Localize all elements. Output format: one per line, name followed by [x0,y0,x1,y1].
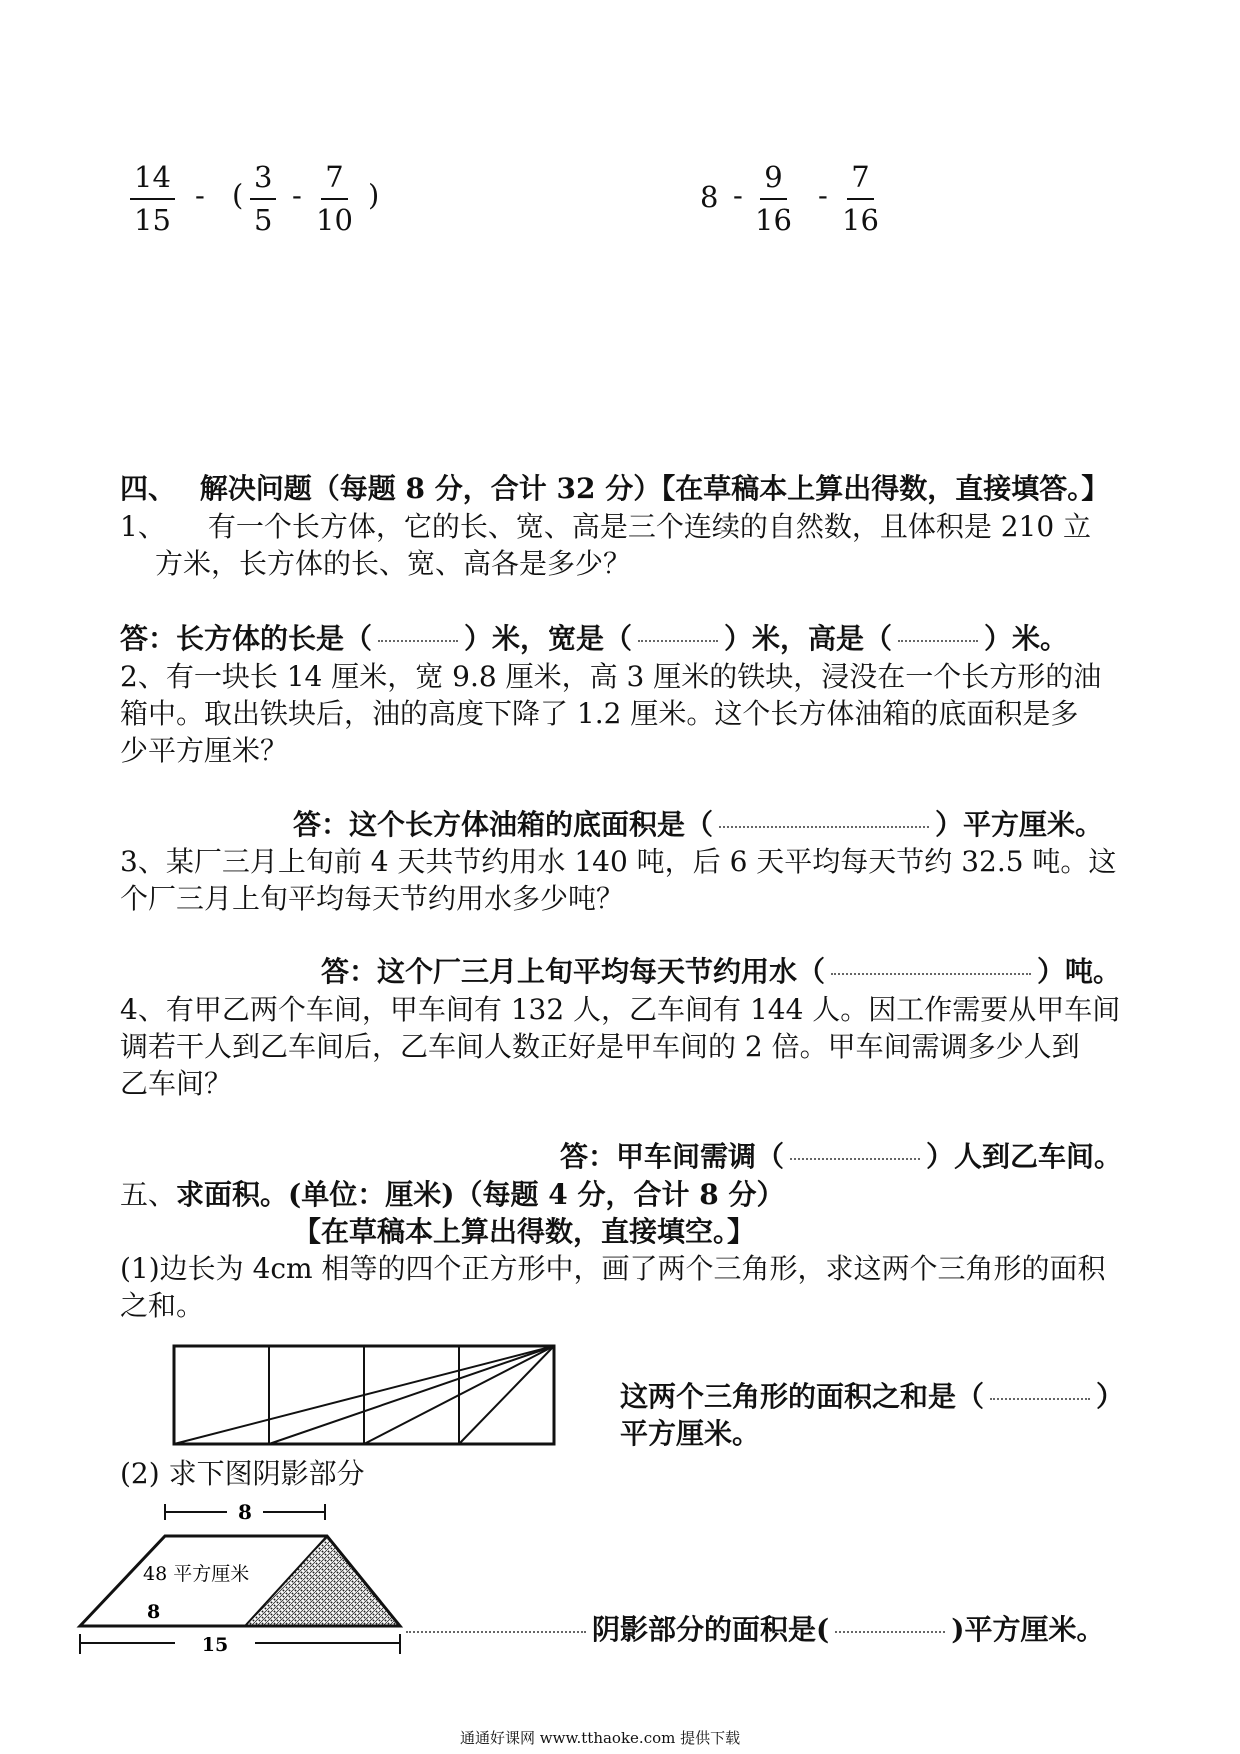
q4-line-1: 4、有甲乙两个车间，甲车间有 132 人，乙车间有 144 人。因工作需要从甲车间 [120,993,1121,1026]
denominator: 10 [316,203,353,237]
p1-answer-close: ） [1096,1380,1125,1413]
p2-answer-blank[interactable] [835,1630,945,1633]
q2-answer [293,803,1103,843]
numerator: 14 [130,163,175,200]
fraction-7-16 [842,160,879,237]
q2-line-1: 2、有一块长 14 厘米，宽 9.8 厘米，高 3 厘米的铁块，浸没在一个长方形的油 [120,660,1102,693]
section-4-title: 四、 解决问题（每题 8 分，合计 32 分）【在草稿本上算出得数，直接填答。】 [120,472,1110,505]
fraction-9-16 [755,160,792,237]
q3-answer-blank[interactable] [831,972,1031,975]
integer-8: 8 [700,180,719,214]
q1-answer [120,617,1068,657]
q1-length-blank[interactable] [378,639,458,642]
q1-answer-suffix: ）米。 [984,622,1069,655]
area-label: 48 平方厘米 [143,1563,250,1585]
triangle-edge [269,1346,554,1444]
p1-line-1: (1)边长为 4cm 相等的四个正方形中，画了两个三角形，求这两个三角形的面积 [120,1252,1106,1285]
fraction-3-5 [250,160,276,237]
q1-width-blank[interactable] [638,639,718,642]
q1-line-1: 1、 有一个长方体，它的长、宽、高是三个连续的自然数，且体积是 210 立 [120,510,1092,543]
q4-line-2: 调若干人到乙车间后，乙车间人数正好是甲车间的 2 倍。甲车间需调多少人到 [120,1030,1080,1063]
q3-line-2: 个厂三月上旬平均每天节约用水多少吨？ [120,882,625,915]
numerator: 9 [760,163,786,200]
section-5-title [120,1173,784,1213]
section-5-number: 五、 [120,1178,177,1211]
section-5-heading: 求面积。(单位：厘米)（每题 4 分，合计 8 分） [176,1178,785,1211]
denominator: 5 [254,203,273,237]
q3-answer [321,950,1121,990]
base-length-label: 15 [201,1634,229,1656]
q4-answer-blank[interactable] [790,1157,920,1160]
numerator: 7 [321,163,347,200]
p2-answer [400,1608,1105,1648]
q2-answer-suffix: ）平方厘米。 [935,808,1104,841]
p1-answer-prefix: 这两个三角形的面积之和是（ [620,1380,985,1413]
p2-answer-suffix: )平方厘米。 [951,1613,1105,1646]
minus-sign: - [195,178,205,212]
denominator: 16 [755,203,792,237]
numerator: 3 [250,163,276,200]
fraction-7-10 [316,160,353,237]
q3-answer-prefix: 答：这个厂三月上旬平均每天节约用水（ [321,955,826,988]
p1-answer-unit: 平方厘米。 [620,1417,761,1450]
q4-answer-prefix: 答：甲车间需调（ [560,1140,785,1173]
q1-answer-height-label: ）米，高是（ [724,622,893,655]
left-paren: ( [232,178,244,212]
p1-answer [620,1375,1124,1415]
leader-dots [406,1630,586,1633]
fraction-14-15 [130,160,175,237]
q2-line-3: 少平方厘米？ [120,734,289,767]
p2-answer-prefix: 阴影部分的面积是( [592,1613,830,1646]
numerator: 7 [847,163,873,200]
q1-answer-prefix: 答：长方体的长是（ [120,622,373,655]
top-length-label: 8 [238,1500,252,1524]
q3-answer-suffix: ）吨。 [1037,955,1122,988]
denominator: 15 [134,203,171,237]
triangle-edge [459,1346,554,1444]
q4-answer-suffix: ）人到乙车间。 [926,1140,1123,1173]
trapezoid-figure [75,1490,415,1665]
q4-line-3: 乙车间？ [120,1067,233,1100]
page-footer: 通通好课网 www.tthaoke.com 提供下载 [460,1729,741,1747]
q2-line-2: 箱中。取出铁块后，油的高度下降了 1.2 厘米。这个长方体油箱的底面积是多 [120,697,1079,730]
p1-answer-blank[interactable] [990,1397,1090,1400]
minus-sign: - [818,178,828,212]
four-squares-figure [170,1342,562,1452]
q1-height-blank[interactable] [898,639,978,642]
bottom-left-label: 8 [147,1601,161,1623]
minus-sign: - [733,178,743,212]
q1-answer-width-label: ）米，宽是（ [464,622,633,655]
p1-line-2: 之和。 [120,1289,205,1322]
q3-line-1: 3、某厂三月上旬前 4 天共节约用水 140 吨，后 6 天平均每天节约 32.5 吨。这 [120,845,1117,878]
shaded-triangle [245,1536,400,1626]
q1-line-2: 方米，长方体的长、宽、高各是多少？ [155,547,632,580]
q2-answer-blank[interactable] [719,825,929,828]
p2-label: (2) 求下图阴影部分 [120,1457,365,1490]
denominator: 16 [842,203,879,237]
q2-answer-prefix: 答：这个长方体油箱的底面积是（ [293,808,714,841]
right-paren: ) [368,178,380,212]
minus-sign: - [292,178,302,212]
q4-answer [560,1135,1122,1175]
section-5-subtitle: 【在草稿本上算出得数，直接填空。】 [293,1215,756,1248]
